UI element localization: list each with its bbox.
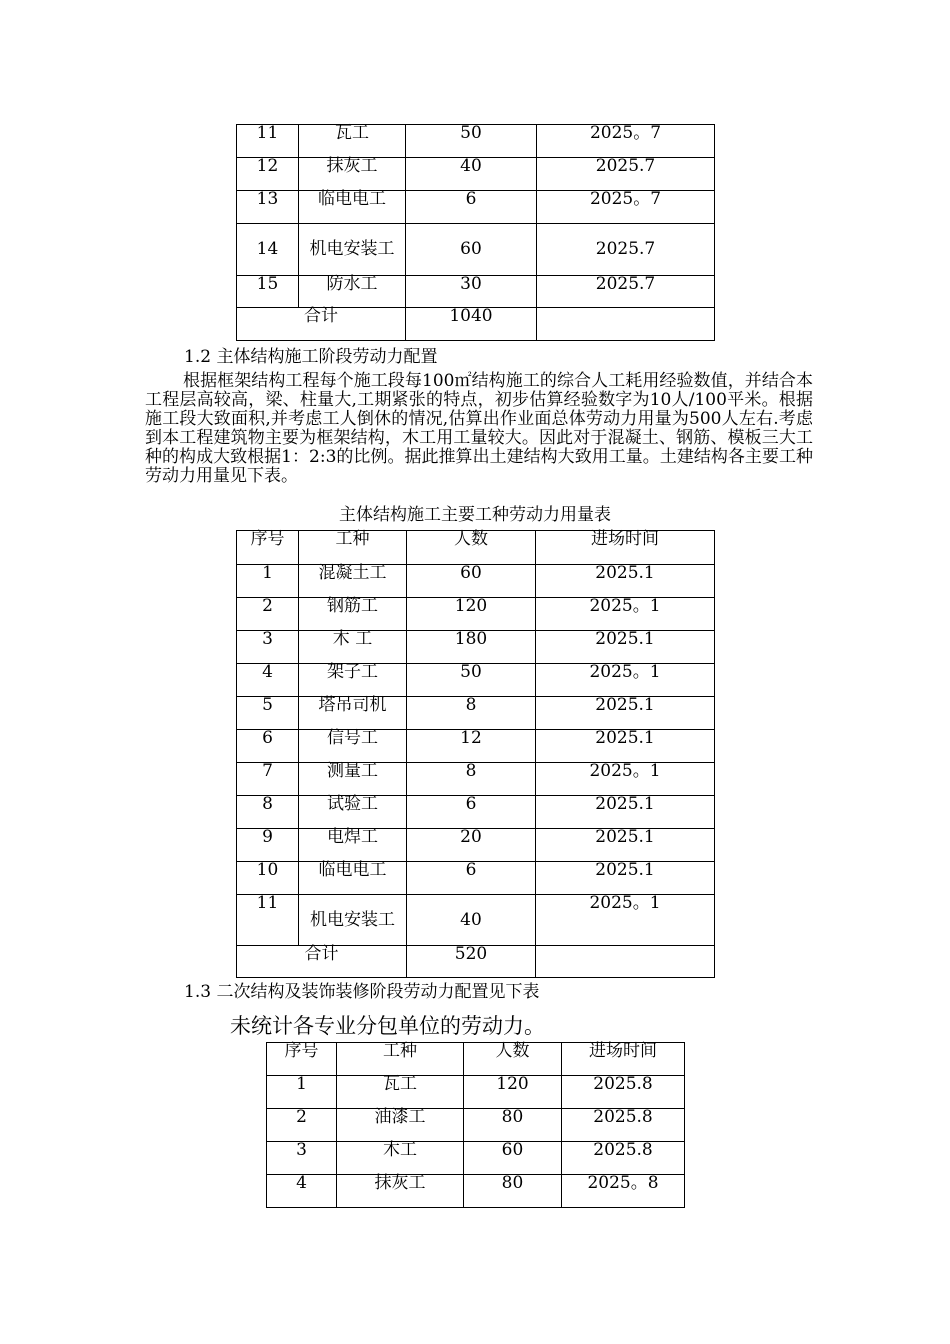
table-cell: 2025。8 (562, 1175, 685, 1208)
table-cell: 9 (237, 829, 299, 862)
table-cell: 电焊工 (299, 829, 407, 862)
table-row (267, 1175, 685, 1208)
table-cell: 4 (267, 1175, 337, 1208)
table-row (237, 631, 715, 664)
secondary-structure-labor-table (266, 1042, 685, 1208)
table-cell: 13 (237, 191, 299, 224)
table-header-row (267, 1043, 685, 1076)
table-row (237, 158, 715, 191)
table-row (237, 862, 715, 895)
column-header: 序号 (267, 1043, 337, 1076)
table-cell: 2025。1 (536, 598, 715, 631)
table-cell: 抹灰工 (299, 158, 406, 191)
table-cell: 6 (407, 862, 536, 895)
table-cell: 40 (406, 158, 537, 191)
table-cell: 2025。7 (537, 191, 715, 224)
table-cell: 测量工 (299, 763, 407, 796)
table-cell: 1 (237, 565, 299, 598)
table-cell: 120 (407, 598, 536, 631)
table-cell: 2025.1 (536, 565, 715, 598)
table-cell: 10 (237, 862, 299, 895)
table-cell: 2025。1 (536, 763, 715, 796)
total-label: 合计 (237, 946, 407, 978)
table-cell: 2025。1 (536, 895, 715, 946)
table-row (237, 763, 715, 796)
total-value: 1040 (406, 308, 537, 341)
table-cell: 试验工 (299, 796, 407, 829)
table-row (237, 565, 715, 598)
column-header: 人数 (407, 531, 536, 565)
table-row (237, 191, 715, 224)
table-row (237, 224, 715, 276)
table-cell: 11 (237, 895, 299, 946)
table-cell: 机电安装工 (299, 895, 407, 946)
table-cell: 60 (464, 1142, 562, 1175)
table-cell: 12 (407, 730, 536, 763)
table-cell: 60 (406, 224, 537, 276)
table-cell: 14 (237, 224, 299, 276)
table-cell: 临电电工 (299, 862, 407, 895)
table-row (267, 1076, 685, 1109)
table-cell: 2 (267, 1109, 337, 1142)
table-row (237, 598, 715, 631)
table-cell: 临电电工 (299, 191, 406, 224)
table-cell: 2025.7 (537, 158, 715, 191)
table-total-row (237, 308, 715, 341)
table-cell: 2025.8 (562, 1142, 685, 1175)
table-cell: 6 (407, 796, 536, 829)
column-header: 工种 (337, 1043, 464, 1076)
table-cell: 180 (407, 631, 536, 664)
column-header: 工种 (299, 531, 407, 565)
column-header: 序号 (237, 531, 299, 565)
table-cell: 50 (407, 664, 536, 697)
table-cell: 木工 (337, 1142, 464, 1175)
table-cell: 瓦工 (299, 125, 406, 158)
table-row (237, 829, 715, 862)
table-row (267, 1142, 685, 1175)
table-cell: 50 (406, 125, 537, 158)
table-header-row (237, 531, 715, 565)
table-cell (536, 946, 715, 978)
labor-table-continued (236, 124, 715, 341)
table-cell: 2025.8 (562, 1076, 685, 1109)
table-cell: 2025.1 (536, 829, 715, 862)
table-cell: 2025.7 (537, 224, 715, 276)
table-cell: 80 (464, 1175, 562, 1208)
table-cell: 30 (406, 276, 537, 308)
column-header: 进场时间 (562, 1043, 685, 1076)
table-cell: 8 (237, 796, 299, 829)
table-cell: 12 (237, 158, 299, 191)
table-cell: 2025.1 (536, 697, 715, 730)
table-cell: 40 (407, 895, 536, 946)
table-cell: 8 (407, 763, 536, 796)
table-cell: 信号工 (299, 730, 407, 763)
section-heading-1-2: 1.2 主体结构施工阶段劳动力配置 (184, 347, 438, 367)
table-cell: 瓦工 (337, 1076, 464, 1109)
table-cell: 6 (406, 191, 537, 224)
table-cell: 2025.1 (536, 631, 715, 664)
table-cell: 80 (464, 1109, 562, 1142)
table-cell: 混凝土工 (299, 565, 407, 598)
table-cell: 5 (237, 697, 299, 730)
body-paragraph: 根据框架结构工程每个施工段每100㎡结构施工的综合人工耗用经验数值，并结合本工程层高较高，梁、柱量大,工期紧张的特点，初步估算经验数字为10人/100平米。根据施工段大致面积,并考虑工人倒休的情况,估算出作业面总体劳动力用量为500人左右.考虑到本工程建筑物主要为框架结构，木工用工量较大。因此对于混凝土、钢筋、模板三大工种的构成大致根据1：2:3的比例。据此推算出土建结构大致用工量。土建结构各主要工种劳动力用量见下表。 (145, 371, 813, 486)
column-header: 进场时间 (536, 531, 715, 565)
table-cell: 7 (237, 763, 299, 796)
total-label: 合计 (237, 308, 406, 341)
table-row (237, 125, 715, 158)
table-row (237, 276, 715, 308)
table-cell: 机电安装工 (299, 224, 406, 276)
table-row (237, 697, 715, 730)
table-row (237, 895, 715, 946)
table-cell: 防水工 (299, 276, 406, 308)
table-cell: 15 (237, 276, 299, 308)
table-cell (537, 308, 715, 341)
table-cell: 2 (237, 598, 299, 631)
table-cell: 2025.7 (537, 276, 715, 308)
table-row (237, 730, 715, 763)
table-cell: 2025.8 (562, 1109, 685, 1142)
table-cell: 油漆工 (337, 1109, 464, 1142)
table-cell: 2025。7 (537, 125, 715, 158)
section-heading-1-3: 1.3 二次结构及装饰装修阶段劳动力配置见下表 (184, 982, 540, 1002)
table-cell: 架子工 (299, 664, 407, 697)
table-cell: 2025。1 (536, 664, 715, 697)
table-cell: 2025.1 (536, 730, 715, 763)
table-caption: 主体结构施工主要工种劳动力用量表 (339, 505, 611, 525)
table-row (237, 796, 715, 829)
table-total-row (237, 946, 715, 978)
table-cell: 20 (407, 829, 536, 862)
table-cell: 3 (237, 631, 299, 664)
total-value: 520 (407, 946, 536, 978)
column-header: 人数 (464, 1043, 562, 1076)
table-cell: 11 (237, 125, 299, 158)
table-cell: 3 (267, 1142, 337, 1175)
table-cell: 2025.1 (536, 796, 715, 829)
table-cell: 塔吊司机 (299, 697, 407, 730)
table-row (267, 1109, 685, 1142)
table-cell: 6 (237, 730, 299, 763)
table-cell: 60 (407, 565, 536, 598)
table-row (237, 664, 715, 697)
table-cell: 8 (407, 697, 536, 730)
table-cell: 4 (237, 664, 299, 697)
table-cell: 2025.1 (536, 862, 715, 895)
table-cell: 120 (464, 1076, 562, 1109)
table-cell: 抹灰工 (337, 1175, 464, 1208)
note-text: 未统计各专业分包单位的劳动力。 (230, 1014, 545, 1038)
table-cell: 木 工 (299, 631, 407, 664)
table-cell: 1 (267, 1076, 337, 1109)
table-cell: 钢筋工 (299, 598, 407, 631)
main-structure-labor-table (236, 530, 715, 978)
